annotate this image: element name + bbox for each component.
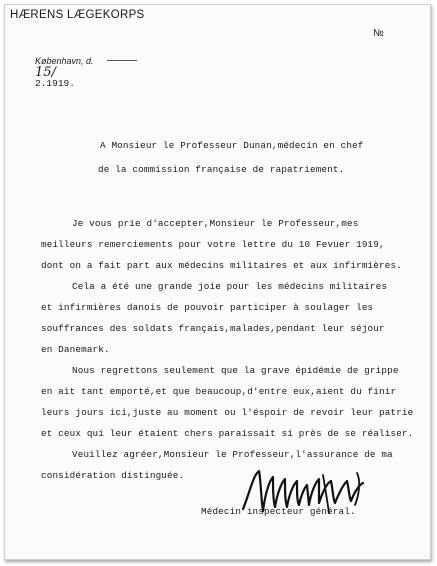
reference-number-label: № [373,28,384,39]
letter-page [4,4,431,560]
body-line: Je vous prie d'accepter,Monsieur le Professeur,mes [72,218,359,229]
signatory-title: Médecin inspecteur général. [201,506,356,517]
body-line: Veuillez agréer,Monsieur le Professeur,l'assurance de ma [72,449,393,460]
body-line: Cela a été une grande joie pour les médecins militaires [72,281,388,292]
date-line [20,48,94,98]
letter-content [5,5,432,561]
date-handwritten: 15/ [35,65,56,80]
body-line: en Danemark. [41,344,110,355]
body-line: souffrances des soldats français,malades,pendant leur séjour [41,323,385,334]
body-line: Nous regrettons seulement que la grave épidémie de grippe [72,365,399,376]
body-line: en ait tant emporté,et que beaucoup,d'entre eux,aient du finir [41,386,397,397]
body-line: et ceux qui leur étaient chers paraissait si près de se réaliser. [41,428,414,439]
body-line: meilleurs remerciements pour votre lettre du 10 Fevuer 1919, [41,239,385,250]
body-line: dont on a fait part aux médecins militaires et aux infirmières. [41,260,402,271]
letterhead-organization: HÆRENS LÆGEKORPS [10,9,145,21]
address-line-2: de la commission française de rapatriement. [98,164,345,175]
date-underline [107,60,137,61]
date-place: København, d. [35,56,94,66]
date-year: 2.1919. [35,78,75,89]
address-line-1: A Monsieur le Professeur Dunan,médecin en chef [100,140,364,151]
body-line: considération distinguée. [41,470,185,481]
body-line: leurs jours ici,juste au moment ou l'éspoir de revoir leur patrie [41,407,414,418]
body-line: et infirmières danois de pouvoir participer à soulager les [41,302,374,313]
